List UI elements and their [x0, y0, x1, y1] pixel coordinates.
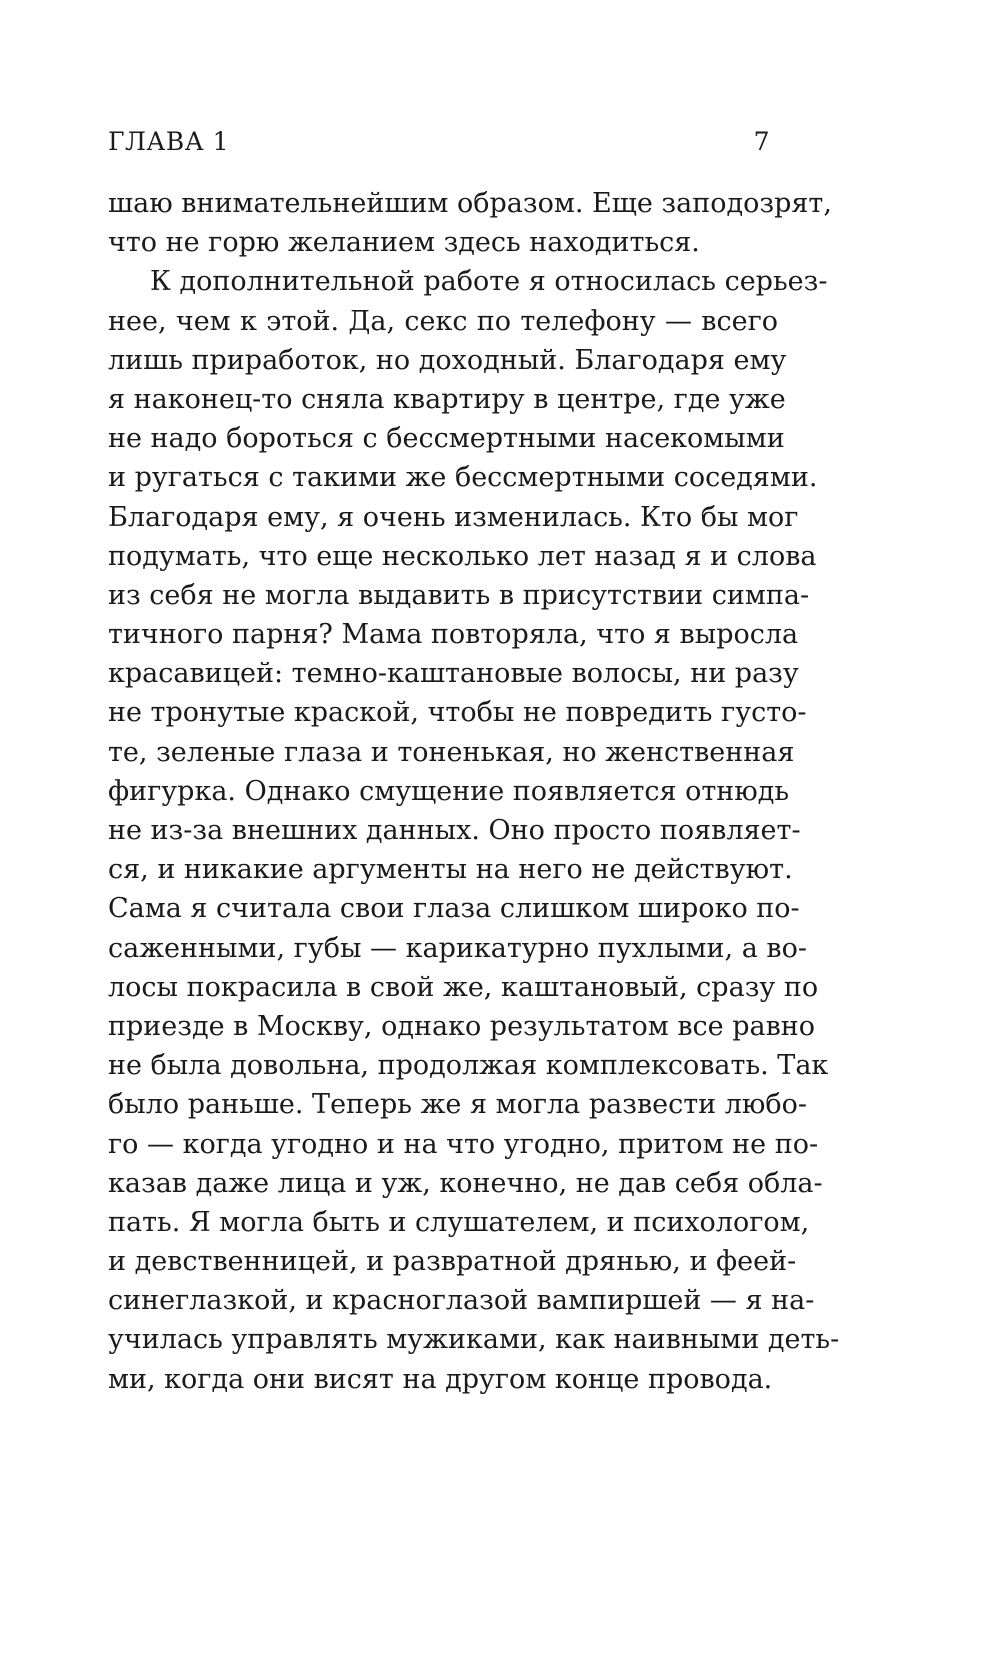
text-line: нее, чем к этой. Да, секс по телефону — всего	[108, 305, 778, 337]
text-line: шаю внимательнейшим образом. Еще заподозрят,	[108, 188, 832, 219]
text-line: было раньше. Теперь же я могла развести любо-	[108, 1089, 808, 1121]
text-line: лишь приработок, но доходный. Благодаря ему	[108, 344, 787, 376]
text-line: тичного парня? Мама повторяла, что я выросла	[108, 619, 799, 651]
text-line: приезде в Москву, однако результатом все равно	[108, 1010, 816, 1042]
text-line: ся, и никакие аргументы на него не действуют.	[108, 854, 793, 886]
text-line: и ругаться с такими же бессмертными соседями.	[108, 462, 818, 494]
text-line: Сама я считала свои глаза слишком широко по-	[108, 893, 800, 925]
text-line: красавицей: темно-каштановые волосы, ни разу	[108, 658, 799, 690]
text-line: Благодаря ему, я очень изменилась. Кто бы мог	[108, 501, 799, 533]
text-line: те, зеленые глаза и тоненькая, но женственная	[108, 736, 795, 768]
text-line: ми, когда они висят на другом конце провода.	[108, 1363, 773, 1395]
text-line: саженными, губы — карикатурно пухлыми, а во-	[108, 932, 807, 964]
text-line: не тронутые краской, чтобы не повредить густо-	[108, 697, 807, 729]
text-line: не из-за внешних данных. Оно просто появляет-	[108, 815, 801, 846]
text-line: не была довольна, продолжая комплексовать. Так	[108, 1050, 829, 1082]
text-line: К дополнительной работе я относилась серьез-	[150, 266, 828, 298]
text-line: подумать, что еще несколько лет назад я и слова	[108, 540, 817, 572]
running-head	[108, 126, 770, 158]
text-line: и девственницей, и развратной дрянью, и феей-	[108, 1246, 797, 1278]
text-line: фигурка. Однако смущение появляется отнюдь	[108, 775, 790, 807]
text-line: пать. Я могла быть и слушателем, и психологом,	[108, 1206, 810, 1238]
text-line: го — когда угодно и на что угодно, притом не по-	[108, 1128, 819, 1160]
page-number: 7	[753, 127, 770, 156]
text-line: не надо бороться с бессмертными насекомыми	[108, 423, 785, 455]
text-line: что не горю желанием здесь находиться.	[108, 227, 700, 259]
text-line: из себя не могла выдавить в присутствии симпа-	[108, 579, 810, 611]
chapter-label: ГЛАВА 1	[108, 127, 230, 156]
text-line: синеглазкой, и красноглазой вампиршей — я на-	[108, 1285, 815, 1317]
body-text	[108, 184, 840, 1399]
text-line: лосы покрасила в свой же, каштановый, сразу по	[108, 971, 819, 1003]
text-line: я наконец-то сняла квартиру в центре, где уже	[108, 383, 786, 415]
text-line: училась управлять мужиками, как наивными деть-	[108, 1324, 840, 1356]
text-line: казав даже лица и уж, конечно, не дав себя обла-	[108, 1167, 823, 1199]
